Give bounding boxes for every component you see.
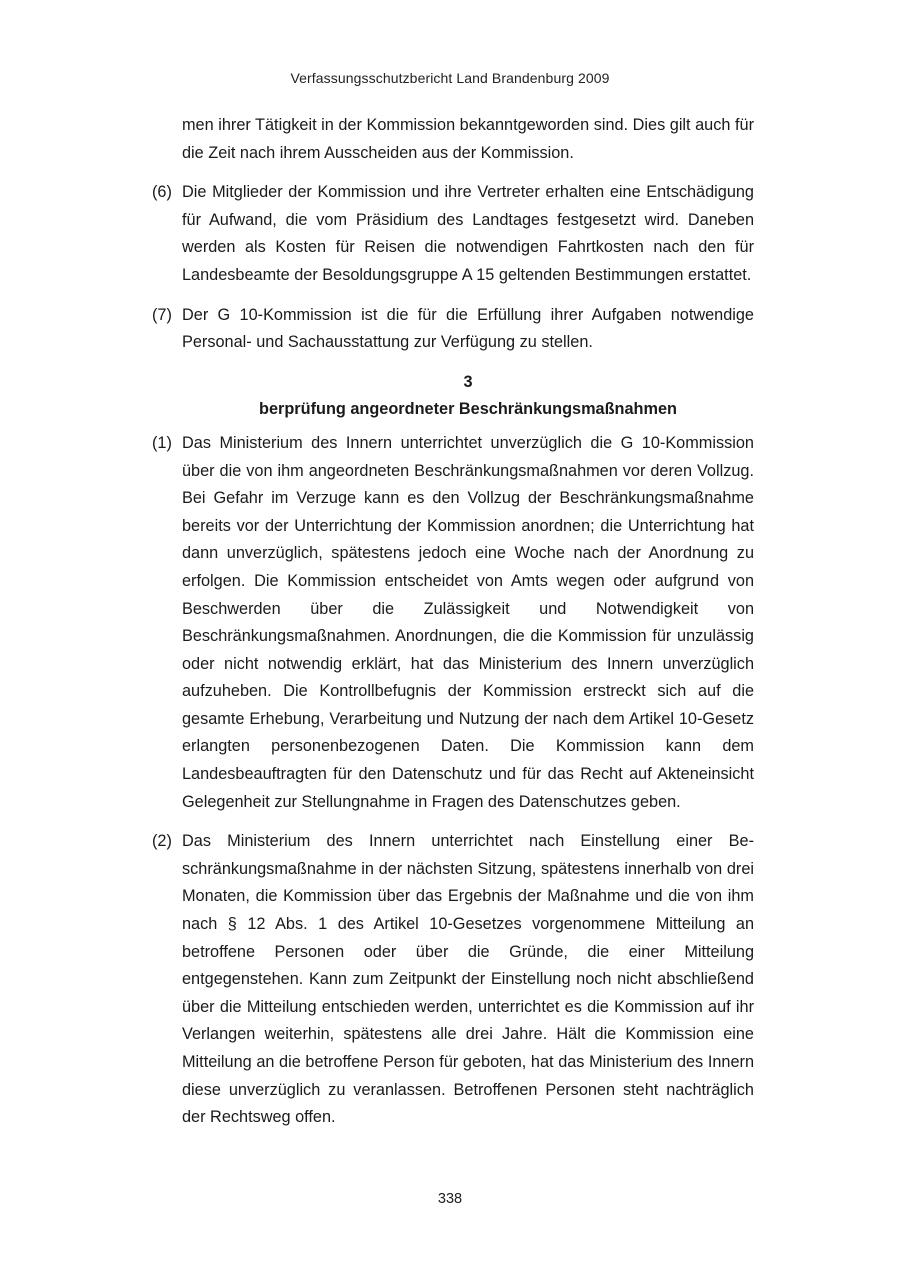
document-body xyxy=(152,112,754,1144)
page-number: 338 xyxy=(437,1191,463,1207)
paragraph-number: (2) xyxy=(152,832,172,851)
continuation-text: men ihrer Tätigkeit in der Kommission bekanntgeworden sind. Dies gilt auch für die Zeit nach ihrem Ausscheiden aus der Kommission. xyxy=(182,116,754,162)
paragraph-7 xyxy=(152,302,754,357)
section-number: 3 xyxy=(463,372,473,391)
paragraph-text: Der G 10-Kommission ist die für die Erfüllung ihrer Aufgaben notwendige Personal- und Sachausstattung zur Verfügung zu stellen. xyxy=(182,305,754,352)
section-paragraph-2 xyxy=(152,828,754,1132)
paragraph-number: (1) xyxy=(152,433,172,452)
section-title: berprüfung angeordneter Beschränkungsmaßnahmen xyxy=(259,400,677,419)
paragraph-number: (7) xyxy=(152,305,172,324)
paragraph-text: Das Ministerium des Innern unterrichtet nach Einstellung einer Beschränkungsmaßnahme in der nächsten Sitzung, spätestens innerhalb von drei Monaten, die Kommission über das Ergebnis der Maßnahme und die von ihm nach § 12 Abs. 1 des Artikel 10-Gesetzes vorgenommene Mitteilung an betroffene Personen oder über die Gründe, die einer Mitteilung entgegenstehen. Kann zum Zeitpunkt der Einstellung noch nicht abschließend über die Mitteilung entschieden werden, unterrichtet es die Kommission auf ihr Verlangen weiterhin, spätestens alle drei Jahre. Hält die Kommission eine Mitteilung an die betroffene Person für geboten, hat das Ministerium des Innern diese unverzüglich zu veranlassen. Betroffenen Personen steht nachträglich der Rechtsweg offen. xyxy=(182,832,754,1127)
paragraph-number: (6) xyxy=(152,183,172,202)
paragraph-text: Die Mitglieder der Kommission und ihre Vertreter erhalten eine Entschädigung für Aufwand, die vom Präsidium des Landtages festgesetzt wird. Daneben werden als Kosten für Reisen die notwendigen Fahrtkosten nach den für Landesbeamte der Besoldungsgruppe A 15 geltenden Bestimmungen erstattet. xyxy=(182,183,754,284)
section-paragraph-1 xyxy=(152,430,754,816)
paragraph-6 xyxy=(152,179,754,289)
running-header: Verfassungsschutzbericht Land Brandenburg 2009 xyxy=(290,70,610,86)
paragraph-text: Das Ministerium des Innern unterrichtet unverzüglich die G 10-Kommission über die von ihm angeordneten Beschränkungsmaßnahmen vor deren Vollzug. Bei Gefahr im Verzuge kann es den Vollzug der Beschränkungsmaßnahme bereits vor der Unterrichtung der Kommission anordnen; die Unterrichtung hat dann unverzüglich, spätestens jedoch eine Woche nach der Anordnung zu erfolgen. Die Kommission entscheidet von Amts wegen oder aufgrund von Beschwerden über die Zulässigkeit und Notwendigkeit von Beschränkungsmaßnahmen. Anordnungen, die die Kommission für unzulässig oder nicht notwendig erklärt, hat das Ministerium des Innern unverzüglich aufzuheben. Die Kontrollbefugnis der Kommission erstreckt sich auf die gesamte Erhebung, Verarbeitung und Nutzung der nach dem Artikel 10-Gesetz erlangten personenbezogenen Daten. Die Kommission kann dem Landesbeauftragten für den Datenschutz und für das Recht auf Akteneinsicht Gelegenheit zur Stellungnahme in Fragen des Datenschutzes geben. xyxy=(182,433,754,811)
